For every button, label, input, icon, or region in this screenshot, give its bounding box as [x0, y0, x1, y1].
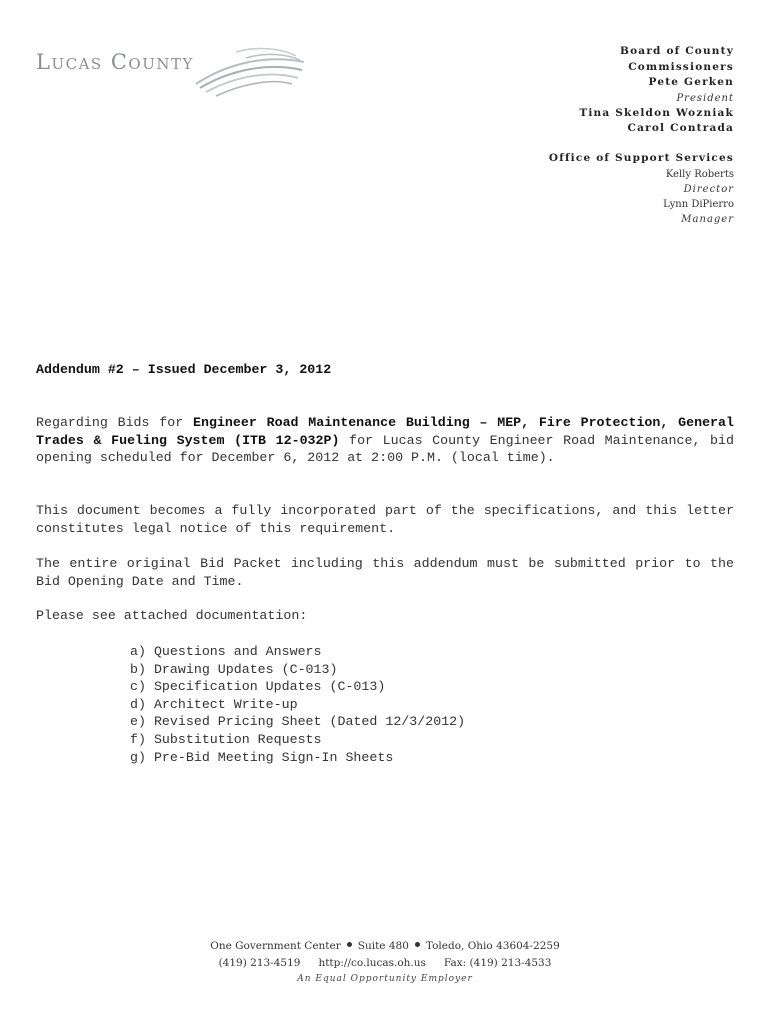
- logo-swoosh-icon: [186, 44, 306, 100]
- office-title: Office of Support Services: [548, 152, 734, 164]
- commissioner-name: Carol Contrada: [627, 122, 734, 134]
- commissioner-name: Pete Gerken: [648, 76, 734, 88]
- staff-name: Lynn DiPierro: [663, 198, 734, 210]
- board-title-line2: Commissioners: [628, 60, 734, 73]
- list-item: g) Pre-Bid Meeting Sign-In Sheets: [130, 749, 394, 765]
- board-title-line1: Board of County: [620, 45, 734, 57]
- lucas-county-logo: [36, 44, 276, 100]
- staff-title: Manager: [681, 213, 734, 225]
- footer-address: [0, 938, 770, 955]
- staff-name: Kelly Roberts: [665, 168, 734, 180]
- footer-website[interactable]: http://co.lucas.oh.us: [318, 957, 426, 969]
- list-item: e) Revised Pricing Sheet (Dated 12/3/2012): [130, 714, 466, 730]
- list-item: f) Substitution Requests: [130, 731, 322, 747]
- list-item: a) Questions and Answers: [130, 644, 322, 659]
- footer-fax: Fax: (419) 213-4533: [443, 957, 552, 969]
- commissioners-block: [579, 44, 734, 137]
- logo-text: Lucas County: [36, 50, 194, 74]
- list-item: c) Specification Updates (C-013): [130, 679, 386, 695]
- bid-paragraph-lead: Regarding Bids for: [36, 415, 193, 430]
- footer-contact: [0, 955, 770, 972]
- commissioner-title: President: [676, 92, 734, 104]
- attachments-intro: Please see attached documentation:: [36, 608, 308, 623]
- footer-address-part: One Government Center: [210, 940, 341, 952]
- footer-address-part: Suite 480: [357, 940, 409, 952]
- footer-eoe: An Equal Opportunity Employer: [297, 974, 473, 984]
- incorporation-paragraph: This document becomes a fully incorporated part of the specifications, and this letter constitutes legal notice of this requirement.: [36, 503, 734, 536]
- list-item: d) Architect Write-up: [130, 696, 298, 712]
- footer-phone: (419) 213-4519: [218, 957, 301, 969]
- bullet-icon: [415, 942, 420, 947]
- bid-paragraph-tail: for Lucas County Engineer Road Maintenance, bid opening scheduled for December 6, 2012 at 2:00 P.M. (local time).: [36, 432, 734, 466]
- office-block: [549, 151, 734, 227]
- bid-paragraph: [36, 414, 734, 467]
- bullet-icon: [347, 942, 352, 947]
- staff-title: Director: [683, 183, 734, 195]
- submission-paragraph: The entire original Bid Packet including this addendum must be submitted prior to the Bid Opening Date and Time.: [36, 556, 734, 589]
- bid-project-name: Engineer Road Maintenance Building – MEP, Fire Protection, General Trades & Fueling System (ITB 12-032P): [36, 415, 734, 448]
- addendum-title: Addendum #2 – Issued December 3, 2012: [36, 362, 332, 377]
- letterhead-footer: [0, 938, 770, 986]
- list-item: b) Drawing Updates (C-013): [130, 661, 338, 677]
- commissioner-name: Tina Skeldon Wozniak: [579, 106, 734, 119]
- footer-address-part: Toledo, Ohio 43604-2259: [425, 940, 560, 952]
- attachments-list: [130, 643, 465, 766]
